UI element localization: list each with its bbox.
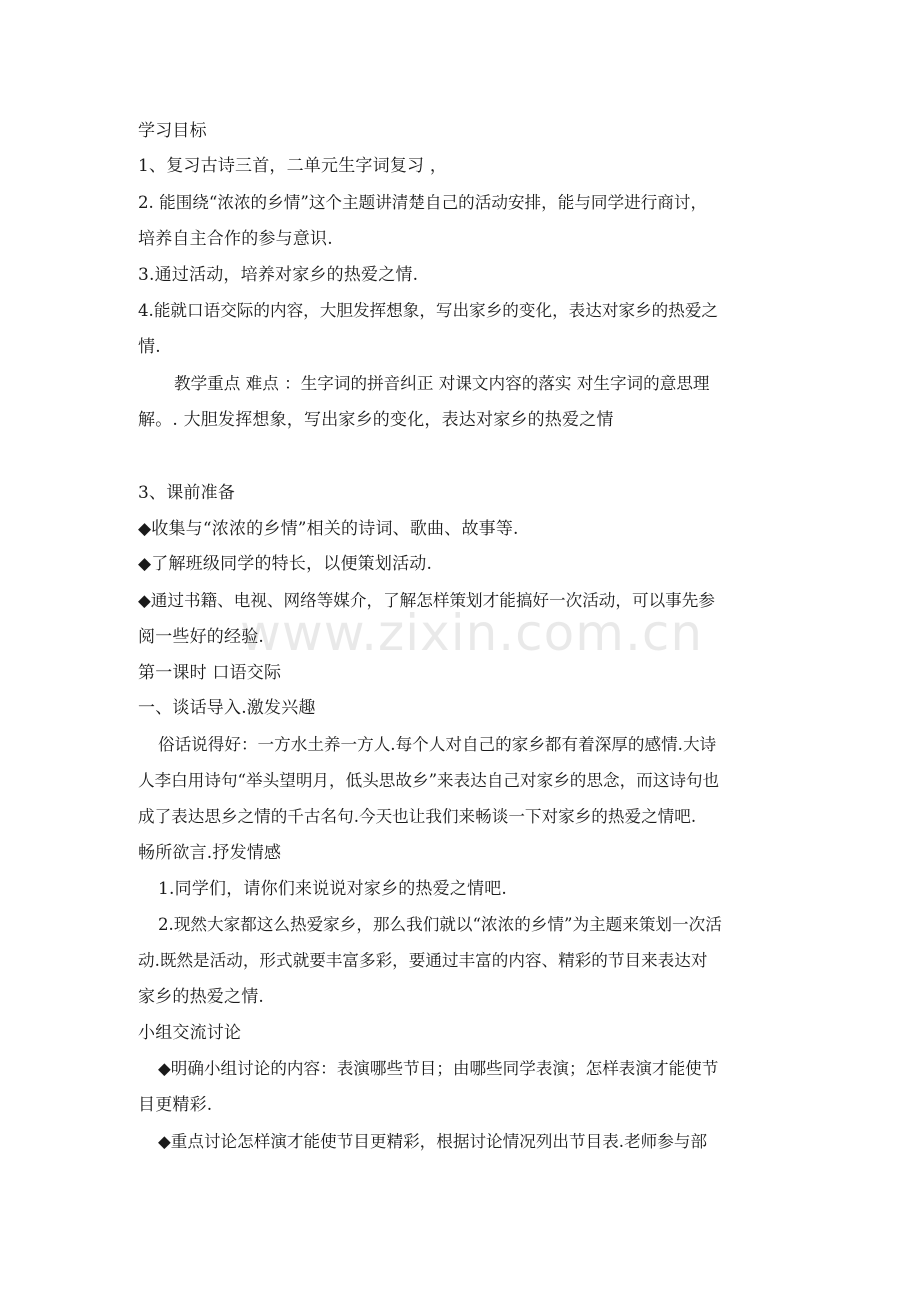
- intro-paragraph-line-1: 俗话说得好：一方水土养一方人.每个人对自己的家乡都有着深厚的感情.大诗: [158, 735, 717, 754]
- step-2-heading: 畅所欲言.抒发情感: [138, 843, 282, 863]
- intro-paragraph-line-3: 成了表达思乡之情的千古名句.今天也让我们来畅谈一下对家乡的热爱之情吧.: [138, 807, 697, 826]
- step-3-heading: 小组交流讨论: [138, 1023, 242, 1043]
- objective-2-line-1: 2. 能围绕“浓浓的乡情”这个主题讲清楚自己的活动安排，能与同学进行商讨，: [138, 193, 708, 212]
- watermark: www.zixin.com.cn: [240, 604, 704, 662]
- section-heading-objectives: 学习目标: [138, 121, 207, 141]
- preparation-item-1: ◆收集与“浓浓的乡情”相关的诗词、歌曲、故事等.: [138, 519, 519, 539]
- intro-paragraph-line-2: 人李白用诗句“举头望明月，低头思故乡”来表达自己对家乡的思念，而这诗句也: [138, 771, 720, 790]
- step-2-item-2-line-2: 动.既然是活动，形式就要丰富多彩，要通过丰富的内容、精彩的节目来表达对: [138, 951, 708, 970]
- objective-3: 3.通过活动，培养对家乡的热爱之情.: [138, 265, 419, 285]
- step-3-item-2-line-1: ◆重点讨论怎样演才能使节目更精彩，根据讨论情况列出节目表.老师参与部: [158, 1132, 708, 1151]
- step-3-item-1-line-2: 目更精彩.: [138, 1095, 213, 1115]
- key-points-line-1: 教学重点 难点 ：生字词的拼音纠正 对课文内容的落实 对生字词的意思理: [174, 374, 710, 393]
- preparation-item-3-line-2: 阅一些好的经验.: [138, 627, 265, 647]
- step-1-heading: 一、谈话导入.激发兴趣: [138, 698, 316, 718]
- objective-4-line-1: 4.能就口语交际的内容，大胆发挥想象，写出家乡的变化，表达对家乡的热爱之: [138, 301, 719, 320]
- preparation-item-3-line-1: ◆通过书籍、电视、网络等媒介，了解怎样策划才能搞好一次活动，可以事先参: [138, 591, 715, 610]
- section-heading-preparation: 3、课前准备: [138, 483, 236, 503]
- objective-1: 1、复习古诗三首，二单元生字词复习 ，: [138, 156, 448, 176]
- objective-2-line-2: 培养自主合作的参与意识.: [138, 229, 333, 249]
- step-2-item-1: 1.同学们，请你们来说说对家乡的热爱之情吧.: [158, 879, 508, 899]
- step-2-item-2-line-3: 家乡的热爱之情.: [138, 987, 265, 1007]
- step-3-item-1-line-1: ◆明确小组讨论的内容：表演哪些节目；由哪些同学表演；怎样表演才能使节: [158, 1059, 719, 1078]
- objective-4-line-2: 情.: [138, 337, 161, 357]
- lesson-heading: 第一课时 口语交际: [138, 663, 282, 683]
- key-points-line-2: 解。. 大胆发挥想象，写出家乡的变化，表达对家乡的热爱之情: [138, 410, 614, 430]
- step-2-item-2-line-1: 2.现然大家都这么热爱家乡，那么我们就以“浓浓的乡情”为主题来策划一次活: [158, 915, 722, 934]
- preparation-item-2: ◆了解班级同学的特长，以便策划活动.: [138, 554, 433, 574]
